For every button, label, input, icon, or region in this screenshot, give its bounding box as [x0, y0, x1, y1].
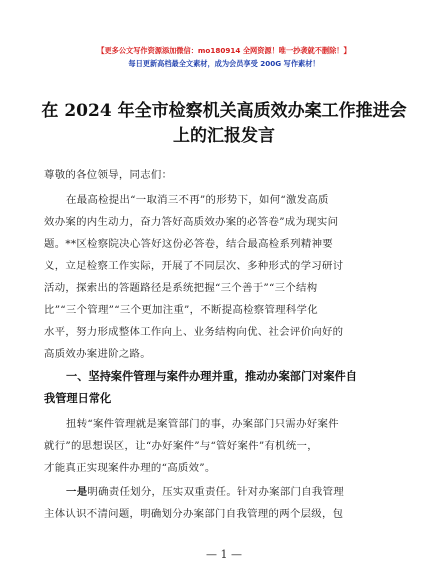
paragraph-2-line-3: 才能真正实现案件办理的“高质效”。 — [44, 462, 216, 474]
section-1-heading-line-2: 我管理日常化 — [44, 392, 112, 405]
paragraph-2-line-2: 就行”的思想误区，让“办好案件”与“管好案件”有机统一， — [44, 440, 318, 452]
paragraph-1-line-8: 高质效办案进阶之路。 — [44, 348, 151, 360]
paragraph-1-line-6: 比”“三个管理”“三个更加注重”，不断提高检察管理科学化 — [44, 304, 318, 316]
paragraph-3-line-2: 主体认识不清问题，明确划分办案部门自我管理的两个层级，包 — [44, 508, 344, 520]
paragraph-3-line-1-text: 明确责任划分，压实双重责任。针对办案部门自我管理 — [87, 486, 344, 498]
section-1-heading-line-1: 一、坚持案件管理与案件办理并重，推动办案部门对案件自 — [66, 370, 357, 383]
promo-banner-line-2: 每日更新高档最全文素材，成为会员享受 200G 写作素材！ — [128, 59, 320, 68]
paragraph-1-line-2: 效办案的内生动力，奋力答好高质效办案的必答卷”成为现实问 — [44, 216, 339, 228]
salutation: 尊敬的各位领导，同志们： — [44, 169, 173, 181]
paragraph-3-line-1 — [66, 483, 344, 498]
paragraph-1-line-5: 活动，探索出的答题路径是系统把握“三个善于”“三个结构 — [44, 282, 318, 294]
paragraph-2-line-1: 扭转“案件管理就是案管部门的事，办案部门只需办好案件 — [66, 418, 339, 430]
paragraph-1-line-7: 水平，努力形成整体工作向上、业务结构向优、社会评价向好的 — [44, 326, 344, 338]
document-title-line-1: 在 2024 年全市检察机关高质效办案工作推进会 — [41, 101, 407, 121]
paragraph-3-lead: 一是 — [66, 486, 88, 498]
document-title-line-2: 上的汇报发言 — [173, 126, 275, 146]
page-number: — 1 — — [206, 548, 242, 561]
paragraph-1-line-3: 题。**区检察院决心答好这份必答卷，结合最高检系列精神要 — [44, 238, 333, 250]
paragraph-1-line-4: 义，立足检察工作实际，开展了不同层次、多种形式的学习研讨 — [44, 260, 344, 272]
promo-banner-line-1: 【更多公文写作资源添加微信：mo180914 全网资源！唯一抄袭就不删除！】 — [97, 46, 351, 55]
paragraph-1-line-1: 在最高检提出“一取消三不再”的形势下，如何“激发高质 — [66, 194, 329, 206]
